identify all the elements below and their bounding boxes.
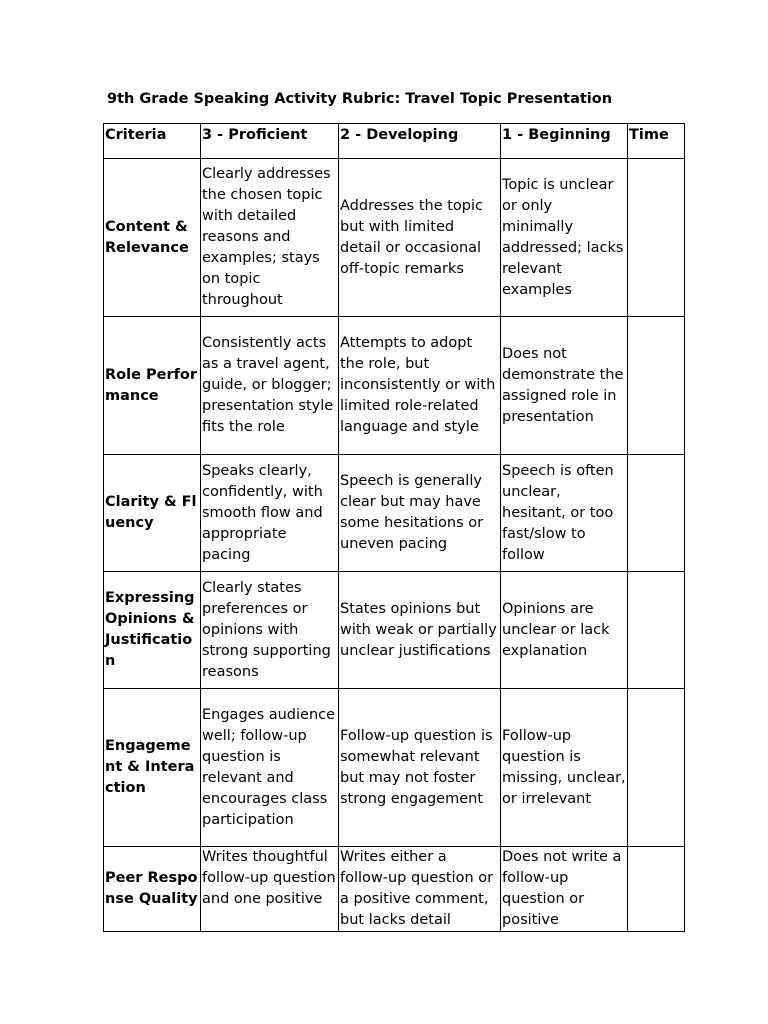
header-beginning: 1 - Beginning bbox=[501, 124, 628, 159]
table-row bbox=[104, 572, 685, 689]
criteria-cell: Role Performance bbox=[104, 317, 201, 455]
rubric-table bbox=[103, 123, 685, 932]
page-title: 9th Grade Speaking Activity Rubric: Travel Topic Presentation bbox=[107, 91, 613, 107]
developing-cell: Attempts to adopt the role, but inconsistently or with limited role-related language and style bbox=[339, 317, 501, 455]
header-time: Time bbox=[628, 124, 685, 159]
beginning-cell: Opinions are unclear or lack explanation bbox=[501, 572, 628, 689]
developing-text: Writes either a follow-up question or a positive comment, but lacks detail bbox=[340, 849, 494, 928]
developing-cell: Follow-up question is somewhat relevant but may not foster strong engagement bbox=[339, 689, 501, 847]
table-row bbox=[104, 159, 685, 317]
criteria-cell: Content & Relevance bbox=[104, 159, 201, 317]
developing-cell: States opinions but with weak or partially unclear justifications bbox=[339, 572, 501, 689]
time-cell bbox=[628, 159, 685, 317]
proficient-text: Writes thoughtful follow-up question and one positive bbox=[202, 849, 336, 907]
proficient-cell: Clearly states preferences or opinions with strong supporting reasons bbox=[201, 572, 339, 689]
beginning-cell: Follow-up question is missing, unclear, or irrelevant bbox=[501, 689, 628, 847]
criteria-cell: Clarity & Fluency bbox=[104, 455, 201, 572]
proficient-cell: Speaks clearly, confidently, with smooth flow and appropriate pacing bbox=[201, 455, 339, 572]
table-row bbox=[104, 455, 685, 572]
header-developing: 2 - Developing bbox=[339, 124, 501, 159]
developing-cell bbox=[339, 847, 501, 932]
header-criteria: Criteria bbox=[104, 124, 201, 159]
developing-cell: Speech is generally clear but may have some hesitations or uneven pacing bbox=[339, 455, 501, 572]
beginning-text: Does not write a follow-up question or positive bbox=[502, 849, 622, 928]
time-cell bbox=[628, 689, 685, 847]
beginning-cell: Speech is often unclear, hesitant, or too fast/slow to follow bbox=[501, 455, 628, 572]
criteria-cell: Expressing Opinions & Justification bbox=[104, 572, 201, 689]
time-cell bbox=[628, 847, 685, 932]
table-row bbox=[104, 847, 685, 932]
beginning-cell: Does not demonstrate the assigned role in presentation bbox=[501, 317, 628, 455]
header-proficient: 3 - Proficient bbox=[201, 124, 339, 159]
table-header-row bbox=[104, 124, 685, 159]
time-cell bbox=[628, 455, 685, 572]
table-row bbox=[104, 317, 685, 455]
beginning-cell bbox=[501, 847, 628, 932]
time-cell bbox=[628, 572, 685, 689]
criteria-cell: Peer Response Quality bbox=[104, 847, 201, 932]
developing-cell: Addresses the topic but with limited detail or occasional off-topic remarks bbox=[339, 159, 501, 317]
proficient-cell bbox=[201, 847, 339, 932]
proficient-cell: Engages audience well; follow-up question is relevant and encourages class participation bbox=[201, 689, 339, 847]
time-cell bbox=[628, 317, 685, 455]
beginning-cell: Topic is unclear or only minimally addressed; lacks relevant examples bbox=[501, 159, 628, 317]
criteria-cell: Engagement & Interaction bbox=[104, 689, 201, 847]
proficient-cell: Clearly addresses the chosen topic with detailed reasons and examples; stays on topic throughout bbox=[201, 159, 339, 317]
table-row bbox=[104, 689, 685, 847]
proficient-cell: Consistently acts as a travel agent, guide, or blogger; presentation style fits the role bbox=[201, 317, 339, 455]
